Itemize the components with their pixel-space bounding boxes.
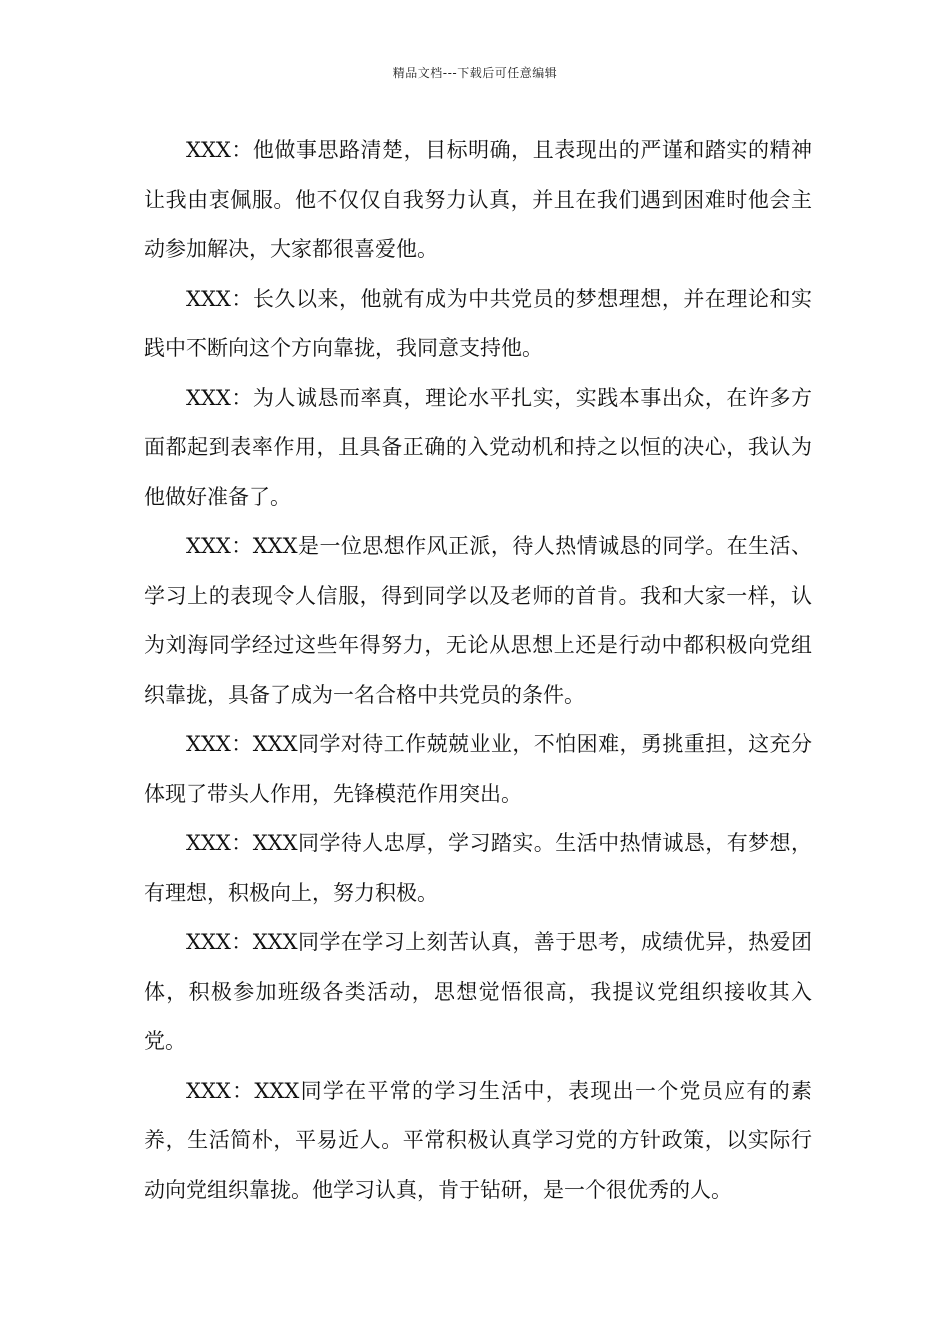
comment-paragraph: XXX：为人诚恳而率真，理论水平扎实，实践本事出众，在许多方面都起到表率作用，且具备正确的入党动机和持之以恒的决心，我认为他做好准备了。	[144, 385, 812, 509]
page-header: 精品文档---下载后可任意编辑	[392, 66, 558, 80]
document-body	[144, 126, 812, 1215]
comment-paragraph: XXX：XXX同学在平常的学习生活中，表现出一个党员应有的素养，生活简朴，平易近人。平常积极认真学习党的方针政策，以实际行动向党组织靠拢。他学习认真，肯于钻研，是一个很优秀的人。	[144, 1078, 812, 1202]
comment-paragraph: XXX：XXX是一位思想作风正派，待人热情诚恳的同学。在生活、学习上的表现令人信服，得到同学以及老师的首肯。我和大家一样，认为刘海同学经过这些年得努力，无论从思想上还是行动中都积极向党组织靠拢，具备了成为一名合格中共党员的条件。	[144, 534, 812, 707]
comment-paragraph: XXX：长久以来，他就有成为中共党员的梦想理想，并在理论和实践中不断向这个方向靠拢，我同意支持他。	[144, 286, 812, 360]
comment-paragraph: XXX：XXX同学对待工作兢兢业业，不怕困难，勇挑重担，这充分体现了带头人作用，先锋模范作用突出。	[144, 732, 812, 806]
comment-paragraph: XXX：XXX同学待人忠厚，学习踏实。生活中热情诚恳，有梦想，有理想，积极向上，努力积极。	[144, 831, 812, 905]
comment-paragraph: XXX：XXX同学在学习上刻苦认真，善于思考，成绩优异，热爱团体，积极参加班级各类活动，思想觉悟很高，我提议党组织接收其入党。	[144, 930, 812, 1053]
comment-paragraph: XXX：他做事思路清楚，目标明确，且表现出的严谨和踏实的精神让我由衷佩服。他不仅仅自我努力认真，并且在我们遇到困难时他会主动参加解决，大家都很喜爱他。	[144, 138, 812, 261]
